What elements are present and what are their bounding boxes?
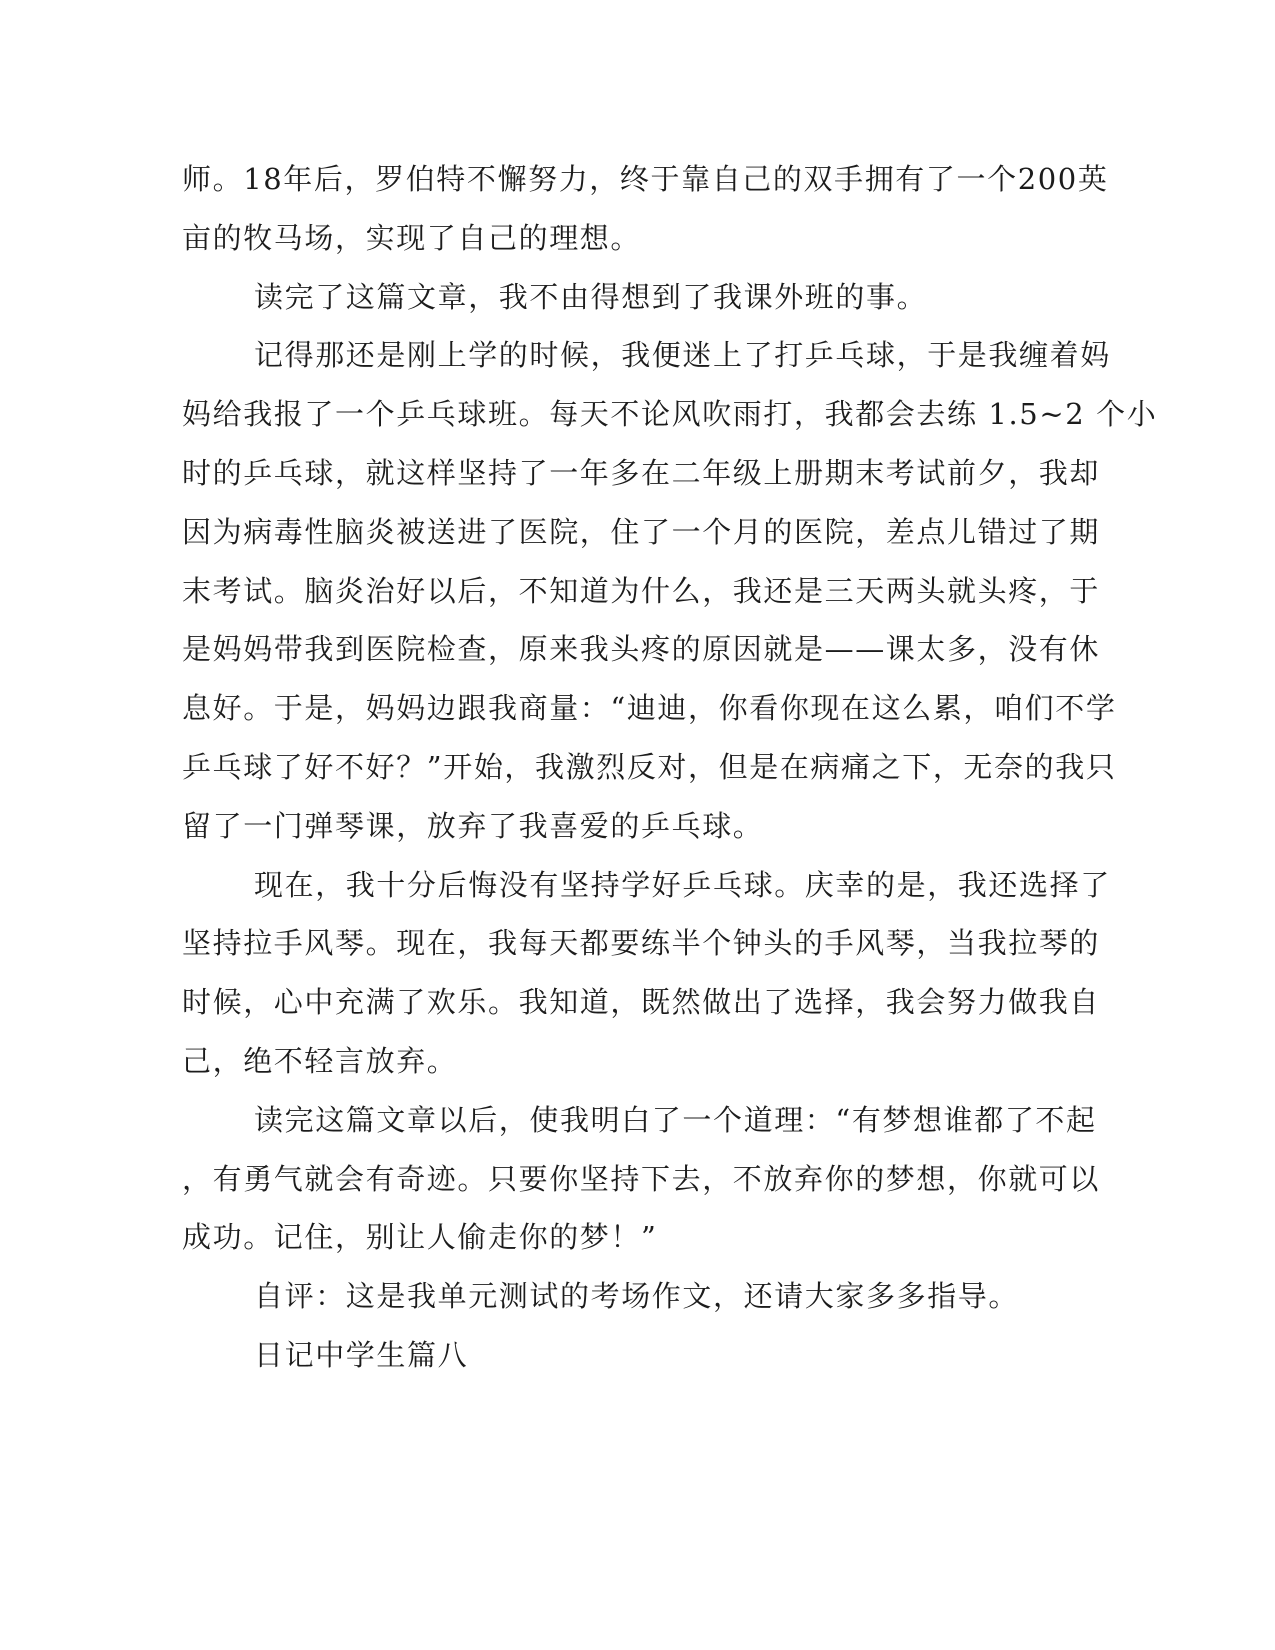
text-line: 息好。于是，妈妈边跟我商量：“迪迪，你看你现在这么累，咱们不学 <box>182 691 1117 726</box>
text-line: 乒乓球了好不好？”开始，我激烈反对，但是在病痛之下，无奈的我只 <box>182 749 1117 784</box>
text-line: 读完这篇文章以后，使我明白了一个道理：“有梦想谁都了不起 <box>254 1102 1097 1137</box>
text-line: 己，绝不轻言放弃。 <box>182 1043 458 1078</box>
section-heading: 日记中学生篇八 <box>254 1337 469 1372</box>
document-body <box>182 150 1158 1385</box>
text-line: 亩的牧马场，实现了自己的理想。 <box>182 220 642 255</box>
text-line: 是妈妈带我到医院检查，原来我头疼的原因就是——课太多，没有休 <box>182 632 1101 667</box>
text-line: 现在，我十分后悔没有坚持学好乒乓球。庆幸的是，我还选择了 <box>254 867 1111 902</box>
text-line: 妈给我报了一个乒乓球班。每天不论风吹雨打，我都会去练 1.5~2 个小 <box>182 397 1158 432</box>
text-line: 因为病毒性脑炎被送进了医院，住了一个月的医院，差点儿错过了期 <box>182 514 1101 549</box>
text-line: 时的乒乓球，就这样坚持了一年多在二年级上册期末考试前夕，我却 <box>182 455 1101 490</box>
text-line: 末考试。脑炎治好以后，不知道为什么，我还是三天两头就头疼，于 <box>182 573 1101 608</box>
text-line: 读完了这篇文章，我不由得想到了我课外班的事。 <box>254 279 928 314</box>
text-line: 自评：这是我单元测试的考场作文，还请大家多多指导。 <box>254 1279 1020 1314</box>
text-line: ，有勇气就会有奇迹。只要你坚持下去，不放弃你的梦想，你就可以 <box>182 1161 1101 1196</box>
text-line: 师。18年后，罗伯特不懈努力，终于靠自己的双手拥有了一个200英 <box>182 162 1109 196</box>
text-line: 留了一门弹琴课，放弃了我喜爱的乒乓球。 <box>182 808 764 843</box>
text-line: 时候，心中充满了欢乐。我知道，既然做出了选择，我会努力做我自 <box>182 985 1101 1020</box>
text-line: 成功。记住，别让人偷走你的梦！” <box>182 1220 658 1255</box>
text-line: 记得那还是刚上学的时候，我便迷上了打乒乓球，于是我缠着妈 <box>254 338 1111 373</box>
text-line: 坚持拉手风琴。现在，我每天都要练半个钟头的手风琴，当我拉琴的 <box>182 926 1101 961</box>
